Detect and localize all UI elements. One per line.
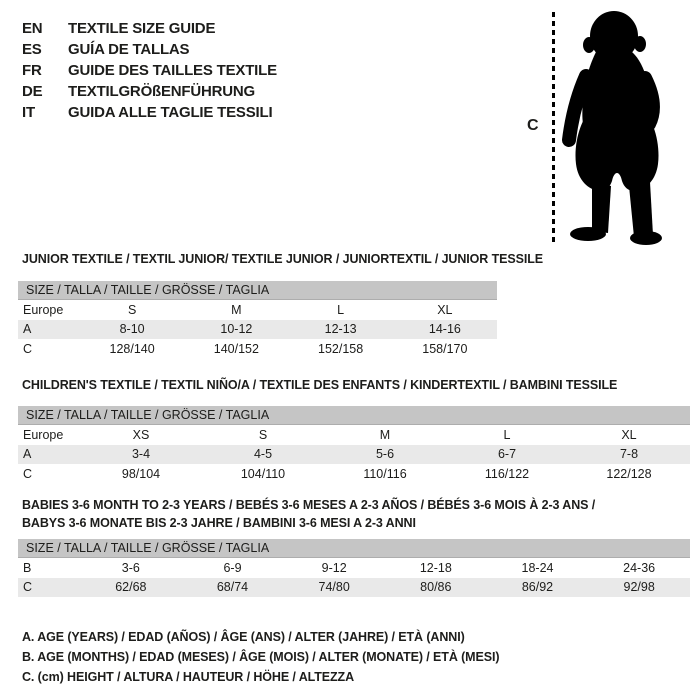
language-row [22, 18, 277, 39]
legend-line-b: B. AGE (MONTHS) / EDAD (MESES) / ÂGE (MOIS) / ALTER (MONATE) / ETÀ (MESI) [22, 650, 500, 664]
junior-size-table [18, 281, 497, 359]
babies-size-table [18, 539, 690, 597]
table-row-europe [18, 300, 497, 320]
height-cell: 74/80 [318, 580, 350, 595]
table-row-height [18, 339, 497, 359]
height-cell: 62/68 [115, 580, 147, 595]
age-cell: 14-16 [428, 322, 461, 337]
babies-section-title [22, 496, 595, 532]
language-code: ES [22, 41, 42, 58]
row-label: C [23, 466, 33, 481]
age-cell: 10-12 [220, 322, 253, 337]
age-cell: 6-7 [497, 447, 517, 462]
row-label: B [23, 560, 32, 575]
height-cell: 86/92 [521, 580, 554, 595]
height-cell: 98/104 [121, 466, 161, 481]
row-label: Europe [23, 427, 64, 442]
height-cell: 128/140 [109, 341, 155, 356]
size-header-band: SIZE / TALLA / TAILLE / GRÖSSE / TAGLIA [18, 281, 497, 300]
language-row [22, 60, 277, 81]
babies-title-line-1: BABIES 3-6 MONTH TO 2-3 YEARS / BEBÉS 3-6 MESES A 2-3 AÑOS / BÉBÉS 3-6 MOIS À 2-3 ANS / [22, 498, 596, 512]
row-label: Europe [23, 302, 64, 317]
age-cell: 4-5 [253, 447, 273, 462]
row-label: A [23, 447, 32, 462]
height-cell: 116/122 [484, 466, 530, 481]
language-code: DE [22, 83, 43, 100]
size-cell: XS [132, 427, 150, 442]
age-cell: 7-8 [619, 447, 639, 462]
language-code: IT [22, 104, 35, 121]
language-row [22, 81, 277, 102]
row-label: A [23, 322, 32, 337]
language-code: FR [22, 62, 42, 79]
table-row-age [18, 320, 497, 340]
age-cell: 3-6 [121, 560, 140, 575]
size-cell: M [379, 427, 391, 442]
height-cell: 68/74 [216, 580, 249, 595]
toddler-silhouette-icon [552, 4, 697, 249]
height-cell: 110/116 [363, 466, 407, 481]
age-cell: 12-18 [419, 560, 452, 575]
table-row-europe [18, 425, 690, 445]
age-cell: 5-6 [375, 447, 395, 462]
guide-title: TEXTILE SIZE GUIDE [68, 20, 216, 37]
babies-title-line-2: BABYS 3-6 MONATE BIS 2-3 JAHRE / BAMBINI 3-6 MESI A 2-3 ANNI [22, 516, 416, 530]
height-cell: 92/98 [623, 580, 655, 595]
age-cell: 6-9 [223, 560, 242, 575]
language-title-list [22, 18, 277, 123]
legend-line-c: C. (cm) HEIGHT / ALTURA / HAUTEUR / HÖHE / ALTEZZA [22, 670, 355, 684]
guide-title: GUÍA DE TALLAS [68, 41, 190, 58]
size-cell: S [127, 302, 137, 317]
size-cell: L [503, 427, 511, 442]
size-cell: S [258, 427, 268, 442]
size-header-band: SIZE / TALLA / TAILLE / GRÖSSE / TAGLIA [18, 406, 690, 425]
age-cell: 18-24 [521, 560, 554, 575]
height-cell: 140/152 [213, 341, 259, 356]
size-cell: XL [437, 302, 453, 317]
size-cell: L [337, 302, 345, 317]
children-size-table [18, 406, 690, 484]
age-cell: 8-10 [119, 322, 145, 337]
legend-line-a: A. AGE (YEARS) / EDAD (AÑOS) / ÂGE (ANS) / ALTER (JAHRE) / ETÀ (ANNI) [22, 630, 465, 644]
language-code: EN [22, 20, 43, 37]
language-row [22, 39, 277, 60]
height-cell: 152/158 [318, 341, 364, 356]
row-label: C [23, 341, 33, 356]
age-cell: 24-36 [623, 560, 656, 575]
table-row-age-months [18, 558, 690, 578]
language-row [22, 102, 277, 123]
height-cell: 80/86 [420, 580, 452, 595]
size-header-band: SIZE / TALLA / TAILLE / GRÖSSE / TAGLIA [18, 539, 690, 558]
age-cell: 12-13 [324, 322, 357, 337]
table-row-height [18, 578, 690, 598]
guide-title: GUIDA ALLE TAGLIE TESSILI [68, 104, 273, 121]
table-row-age [18, 445, 690, 465]
height-cell: 122/128 [606, 466, 652, 481]
guide-title: GUIDE DES TAILLES TEXTILE [68, 62, 277, 79]
height-cell: 158/170 [422, 341, 468, 356]
guide-title: TEXTILGRÖßENFÜHRUNG [68, 83, 256, 100]
table-row-height [18, 464, 690, 484]
junior-section-title: JUNIOR TEXTILE / TEXTIL JUNIOR/ TEXTILE JUNIOR / JUNIORTEXTIL / JUNIOR TESSILE [22, 252, 543, 266]
height-measure-label: C [527, 117, 539, 134]
children-section-title: CHILDREN'S TEXTILE / TEXTIL NIÑO/A / TEXTILE DES ENFANTS / KINDERTEXTIL / BAMBINI TESSILE [22, 378, 618, 392]
age-cell: 9-12 [321, 560, 347, 575]
height-cell: 104/110 [240, 466, 286, 481]
legend [22, 627, 499, 687]
age-cell: 3-4 [131, 447, 151, 462]
size-cell: M [231, 302, 242, 317]
row-label: C [23, 580, 33, 595]
size-cell: XL [621, 427, 637, 442]
